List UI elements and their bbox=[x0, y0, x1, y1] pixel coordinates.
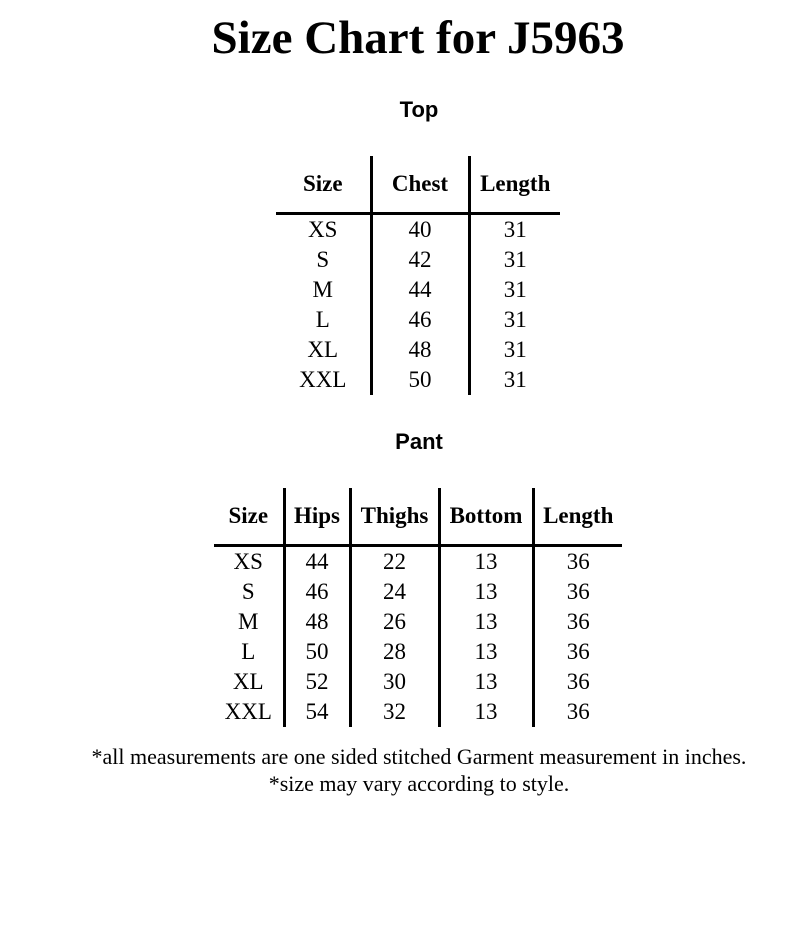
table-row bbox=[214, 697, 622, 727]
cell-chest: 50 bbox=[371, 365, 469, 395]
cell-length: 36 bbox=[533, 667, 622, 697]
cell-hips: 50 bbox=[284, 637, 350, 667]
header-thighs: Thighs bbox=[350, 488, 439, 546]
header-length: Length bbox=[533, 488, 622, 546]
measurement-note: *all measurements are one sided stitched Garment measurement in inches. bbox=[91, 744, 747, 769]
cell-hips: 52 bbox=[284, 667, 350, 697]
table-row bbox=[214, 546, 622, 578]
top-section-heading: Top bbox=[399, 97, 439, 122]
pant-size-table bbox=[214, 488, 622, 727]
cell-bottom: 13 bbox=[439, 667, 533, 697]
cell-length: 31 bbox=[469, 245, 560, 275]
cell-size: M bbox=[312, 277, 333, 302]
cell-length: 36 bbox=[533, 637, 622, 667]
cell-size: XS bbox=[233, 549, 263, 574]
table-header-row bbox=[214, 488, 622, 546]
header-length: Length bbox=[469, 156, 560, 214]
size-variation-note: *size may vary according to style. bbox=[268, 771, 570, 796]
page-title: Size Chart for J5963 bbox=[211, 12, 625, 64]
cell-length: 31 bbox=[469, 214, 560, 246]
cell-size: XXL bbox=[224, 699, 272, 724]
header-hips: Hips bbox=[284, 488, 350, 546]
cell-size: S bbox=[241, 579, 255, 604]
table-row bbox=[276, 305, 560, 335]
cell-chest: 40 bbox=[371, 214, 469, 246]
cell-chest: 42 bbox=[371, 245, 469, 275]
cell-thighs: 24 bbox=[350, 577, 439, 607]
table-row bbox=[276, 335, 560, 365]
cell-thighs: 22 bbox=[350, 546, 439, 578]
table-row bbox=[214, 577, 622, 607]
cell-hips: 46 bbox=[284, 577, 350, 607]
header-chest: Chest bbox=[371, 156, 469, 214]
cell-size: L bbox=[241, 639, 256, 664]
cell-bottom: 13 bbox=[439, 546, 533, 578]
cell-thighs: 26 bbox=[350, 607, 439, 637]
table-row bbox=[214, 607, 622, 637]
header-bottom: Bottom bbox=[439, 488, 533, 546]
cell-size: L bbox=[315, 307, 330, 332]
cell-length: 31 bbox=[469, 305, 560, 335]
table-row bbox=[276, 214, 560, 246]
cell-bottom: 13 bbox=[439, 577, 533, 607]
cell-size: XL bbox=[307, 337, 339, 362]
pant-section-heading: Pant bbox=[395, 429, 443, 454]
cell-chest: 46 bbox=[371, 305, 469, 335]
cell-length: 31 bbox=[469, 275, 560, 305]
cell-size: S bbox=[316, 247, 330, 272]
cell-length: 36 bbox=[533, 697, 622, 727]
cell-length: 31 bbox=[469, 335, 560, 365]
cell-thighs: 28 bbox=[350, 637, 439, 667]
table-row bbox=[276, 275, 560, 305]
cell-size: XS bbox=[308, 217, 338, 242]
cell-thighs: 30 bbox=[350, 667, 439, 697]
cell-hips: 54 bbox=[284, 697, 350, 727]
header-size: Size bbox=[276, 156, 371, 214]
header-size: Size bbox=[214, 488, 284, 546]
cell-chest: 44 bbox=[371, 275, 469, 305]
cell-hips: 44 bbox=[284, 546, 350, 578]
table-row bbox=[276, 365, 560, 395]
cell-length: 31 bbox=[469, 365, 560, 395]
table-row bbox=[276, 245, 560, 275]
cell-length: 36 bbox=[533, 577, 622, 607]
cell-hips: 48 bbox=[284, 607, 350, 637]
cell-length: 36 bbox=[533, 607, 622, 637]
table-row bbox=[214, 667, 622, 697]
table-header-row bbox=[276, 156, 560, 214]
cell-size: M bbox=[238, 609, 259, 634]
cell-chest: 48 bbox=[371, 335, 469, 365]
cell-bottom: 13 bbox=[439, 607, 533, 637]
cell-thighs: 32 bbox=[350, 697, 439, 727]
cell-size: XXL bbox=[299, 367, 347, 392]
cell-size: XL bbox=[232, 669, 264, 694]
top-size-table bbox=[276, 156, 560, 395]
table-row bbox=[214, 637, 622, 667]
cell-bottom: 13 bbox=[439, 637, 533, 667]
cell-length: 36 bbox=[533, 546, 622, 578]
cell-bottom: 13 bbox=[439, 697, 533, 727]
